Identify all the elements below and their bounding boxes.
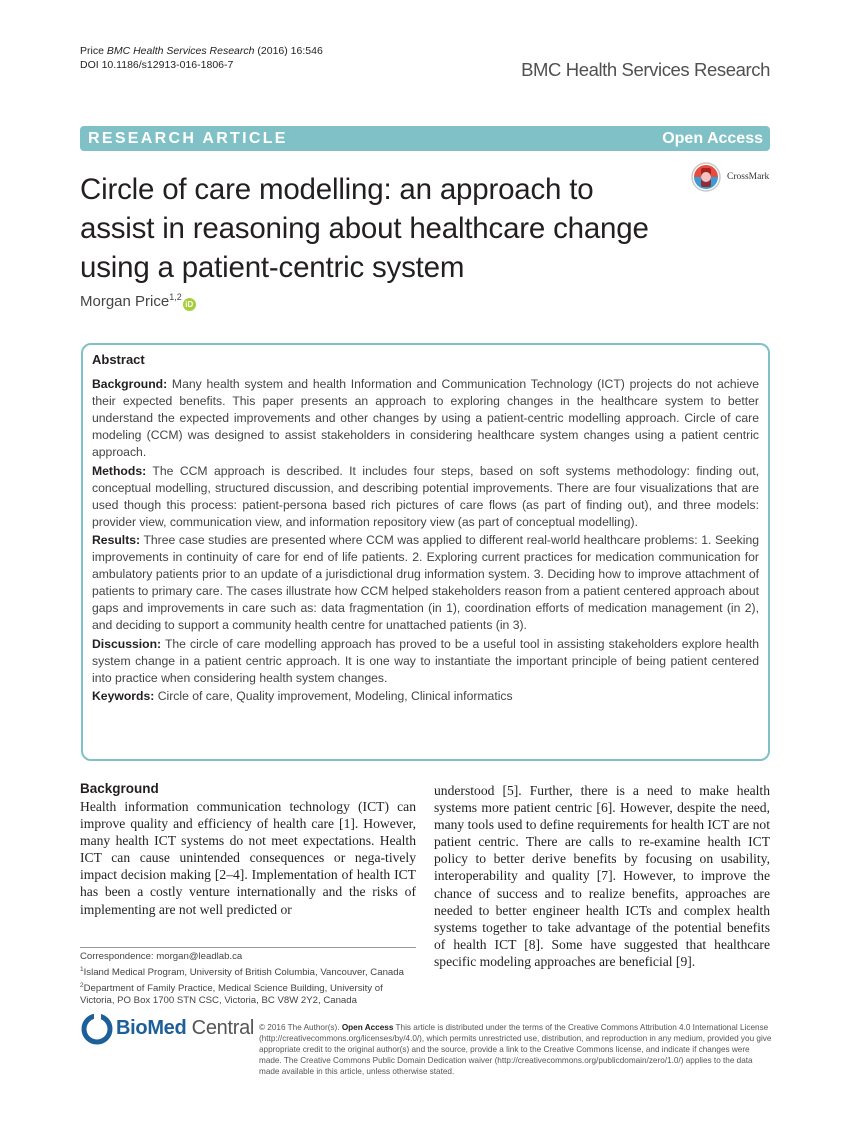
discussion-text: The circle of care modelling approach has proved to be a useful tool in assisting stakeholders explore health system change in a patient centric approach. It is one way to instantiate the important principle of being patient centered into practice when considering health system changes. [92,636,759,685]
biomed-central-icon [80,1012,114,1046]
author-name[interactable]: Morgan Price [80,293,170,310]
crossmark-label: CrossMark [727,172,770,182]
article-title: Circle of care modelling: an approach to assist in reasoning about healthcare change using a patient-centric system [80,173,649,284]
citation-line [80,44,323,58]
abstract-background [92,376,759,461]
author-line [80,292,196,311]
article-type-banner [80,126,770,151]
background-label: Background: [92,377,168,391]
abstract-methods [92,463,759,531]
license-text: This article is distributed under the terms of the Creative Commons Attribution 4.0 International License (http://creativecommons.org/licenses/by/4.0/), which permits unrestricted use, distribution, and reproduction in any medium, provided you give appropriate credit to the original author(s) and the source, provide a link to the Creative Commons license, and indicate if changes were made. The Creative Commons Public Domain Dedication waiver (http://creativecommons.org/publicdomain/zero/1.0/) applies to the data made available in this article, unless otherwise stated. [259,1023,772,1076]
license-open-access: Open Access [341,1023,394,1032]
footnote-block [80,947,416,1008]
crossmark-badge[interactable] [690,162,774,192]
affiliation-1-text: Island Medical Program, University of British Columbia, Vancouver, Canada [83,966,404,978]
affiliation-2-text: Department of Family Practice, Medical Science Building, University of Victoria, PO Box 1700 STN CSC, Victoria, BC V8W 2Y2, Canada [80,982,383,1007]
logo-biomed: BioMed [116,1017,187,1039]
biomed-central-logo[interactable] [80,1012,255,1046]
abstract-box [81,343,770,761]
abstract-results [92,532,759,634]
cite-author: Price [80,45,107,57]
open-access-label: Open Access [662,130,763,147]
license-copyright: © 2016 The Author(s). [259,1023,342,1032]
affiliation-2 [80,980,416,1009]
doi[interactable]: DOI 10.1186/s12913-016-1806-7 [80,59,234,71]
affiliation-2-number: 2 [80,981,84,989]
abstract-heading: Abstract [92,352,145,367]
citation-block [80,44,323,72]
results-label: Results: [92,533,141,547]
discussion-label: Discussion: [92,636,162,651]
affiliation-1 [80,964,416,980]
journal-name: BMC Health Services Research [521,59,770,80]
methods-label: Methods: [92,463,147,478]
article-type-label: RESEARCH ARTICLE [88,130,288,147]
logo-central: Central [186,1017,255,1039]
cite-volume: (2016) 16:546 [254,45,323,57]
abstract-discussion [92,636,759,687]
background-text: Many health system and health Information and Communication Technology (ICT) projects do not achieve their expected benefits. This paper presents an approach to exploring changes in the healthcare system to better understand the expected improvements and other changes by using a patient-centric modelling approach. Circle of care modeling (CCM) was designed to assist stakeholders in considering healthcare system changes using a patient centric approach. [92,377,759,459]
correspondence[interactable]: Correspondence: morgan@leadlab.ca [80,951,243,962]
license-statement [259,1022,774,1077]
orcid-icon[interactable]: iD [183,298,196,311]
body-text-left: Health information communication technology (ICT) can improve quality and efficiency of health care [1]. However, many health ICT systems do not meet expectations. Health ICT can cause unintended consequences or nega-tively impact decision making [2–4]. Implementation of health ICT has been a costly venture internationally and the risks of implementing are not well predicted or [80,799,416,917]
keywords-text: Circle of care, Quality improvement, Modeling, Clinical informatics [157,689,513,703]
body-column-right [434,782,770,970]
cite-journal: BMC Health Services Research [106,45,255,57]
results-text: Three case studies are presented where CCM was applied to different real-world healthcare problems: 1. Seeking improvements in continuity of care for end of life patients. 2. Exploring current practices for medication communication for ambulatory patients prior to an update of a jurisdictional drug information system. 3. Deciding how to improve attachment of patients to primary care. The cases illustrate how CCM helped stakeholders reason from a patient centered approach about gaps and improvements in care such as: data fragmentation (in 1), coordination efforts of medication management (in 2), and deciding to support a community health centre for unattached patients (in 3). [92,533,760,632]
biomed-central-wordmark [116,1017,254,1040]
body-column-left [80,780,416,918]
abstract-keywords [92,688,759,705]
author-affiliations: 1,2 [169,292,182,302]
section-heading-background: Background [80,781,159,796]
affiliation-1-number: 1 [80,965,84,973]
body-text-right: understood [5]. Further, there is a need to make health systems more patient centric [6]. However, despite the need, many tools used to define requirements for health ICT are not patient centric. There are calls to re-examine health ICT policy to better derive benefits by focusing on usability, interoperability and quality [7]. However, to improve the chance of success and to realize benefits, approaches are needed to better engineer health ICTs and complex health systems together to take advantage of the potential benefits of health ICT [8]. Some have suggested that healthcare specific modeling approaches are beneficial [9]. [434,783,770,969]
keywords-label: Keywords: [92,689,155,703]
methods-text: The CCM approach is described. It includes four steps, based on soft systems methodology: finding out, conceptual modelling, structured discussion, and describing potential improvements. There are four visualizations that are used though this process: patient-persona based rich pictures of care flows (as part of finding out), and three models: provider view, communication view, and information repository view (as part of conceptual modelling). [92,463,759,529]
crossmark-icon [690,162,724,192]
